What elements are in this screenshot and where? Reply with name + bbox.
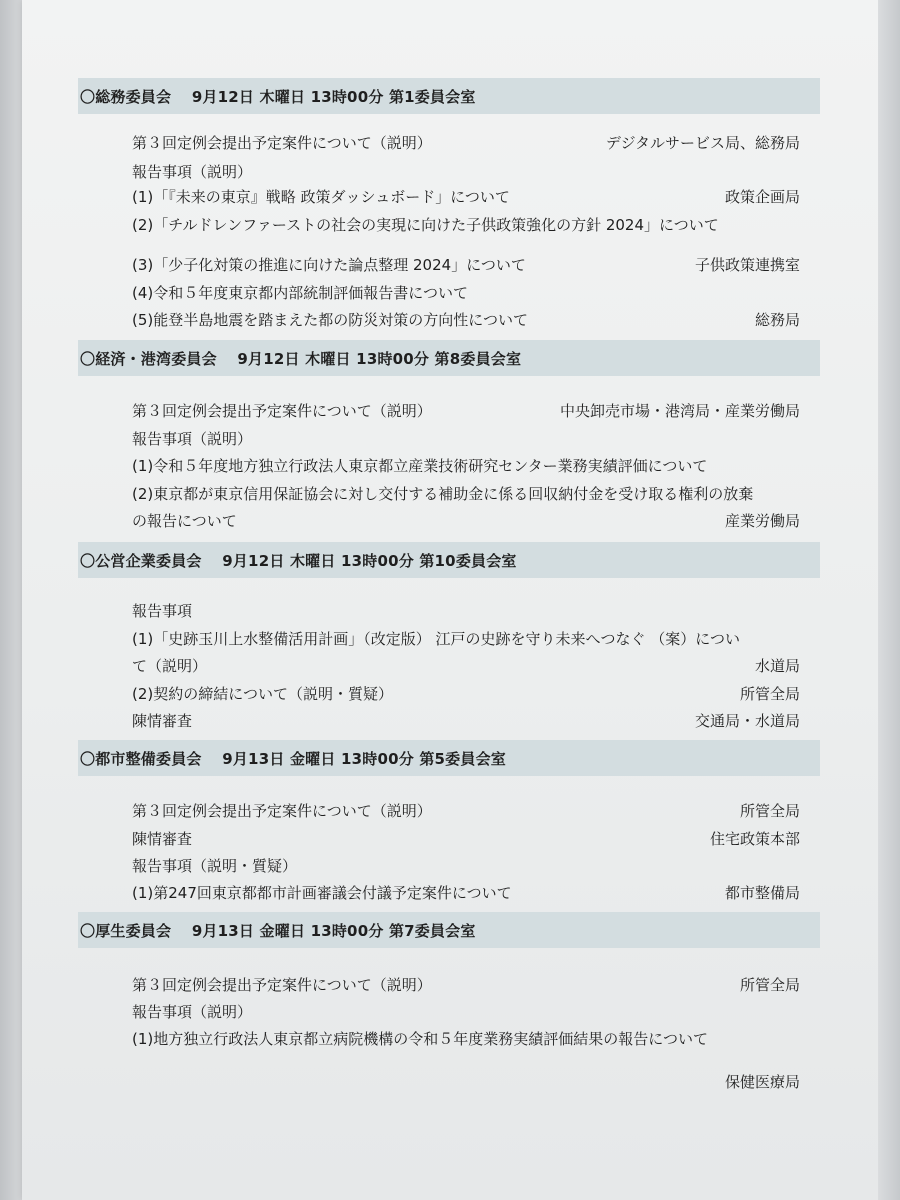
agenda-item: (1)「『未来の東京』戦略 政策ダッシュボード」について [132,187,510,206]
agenda-row [132,853,800,877]
section-title: 〇厚生委員会 9月13日 金曜日 13時00分 第7委員会室 [80,921,476,940]
responsible-bureau: 都市整備局 [724,883,800,902]
section-title: 〇公営企業委員会 9月12日 木曜日 13時00分 第10委員会室 [80,551,517,570]
agenda-item: 陳情審査 [132,829,193,848]
agenda-row [132,426,800,450]
responsible-bureau: 総務局 [754,310,800,329]
agenda-row [132,508,800,532]
agenda-row [132,972,800,996]
agenda-item: 陳情審査 [132,711,193,730]
agenda-row [132,880,800,904]
agenda-row [132,398,800,422]
agenda-row [132,280,800,304]
section-header-koei-kigyo [78,542,820,578]
responsible-bureau: 所管全局 [739,975,800,994]
agenda-item: 報告事項（説明・質疑） [132,856,298,875]
agenda-row [132,481,800,505]
agenda-row [132,159,800,183]
agenda-item: (2)契約の締結について（説明・質疑） [132,684,393,703]
agenda-row [132,1026,800,1050]
responsible-bureau: 水道局 [754,656,800,675]
agenda-row [132,453,800,477]
agenda-row [132,130,800,154]
agenda-item: の報告について [132,511,237,530]
agenda-item: 第３回定例会提出予定案件について（説明） [132,133,432,152]
responsible-bureau: 所管全局 [739,684,800,703]
agenda-item: (2)「チルドレンファーストの社会の実現に向けた子供政策強化の方針 2024」について [132,215,719,234]
responsible-bureau: 産業労働局 [724,511,800,530]
agenda-row [132,626,800,650]
section-header-somu [78,78,820,114]
responsible-bureau: 子供政策連携室 [694,255,800,274]
agenda-item: (2)東京都が東京信用保証協会に対し交付する補助金に係る回収納付金を受け取る権利の放棄 [132,484,754,503]
agenda-item: (5)能登半島地震を踏まえた都の防災対策の方向性について [132,310,528,329]
agenda-row [132,212,800,236]
section-title: 〇経済・港湾委員会 9月12日 木曜日 13時00分 第8委員会室 [80,349,522,368]
agenda-row [132,708,800,732]
agenda-item: て（説明） [132,656,208,675]
agenda-row [132,681,800,705]
responsible-bureau: デジタルサービス局、総務局 [605,133,800,152]
responsible-bureau: 保健医療局 [724,1072,800,1091]
section-title: 〇都市整備委員会 9月13日 金曜日 13時00分 第5委員会室 [80,749,506,768]
agenda-row [132,653,800,677]
agenda-row [132,307,800,331]
responsible-bureau: 中央卸売市場・港湾局・産業労働局 [559,401,800,420]
responsible-bureau: 交通局・水道局 [694,711,800,730]
agenda-item: (1)第247回東京都都市計画審議会付議予定案件について [132,883,512,902]
agenda-item: (4)令和５年度東京都内部統制評価報告書について [132,283,468,302]
section-title: 〇総務委員会 9月12日 木曜日 13時00分 第1委員会室 [80,87,476,106]
agenda-item: (1)令和５年度地方独立行政法人東京都立産業技術研究センター業務実績評価について [132,456,708,475]
agenda-row [132,598,800,622]
page-edge-right [878,0,900,1200]
agenda-item: 報告事項（説明） [132,429,253,448]
agenda-row [132,184,800,208]
agenda-row [132,999,800,1023]
agenda-item: 報告事項（説明） [132,162,253,181]
agenda-row [132,252,800,276]
agenda-row [132,798,800,822]
agenda-item: 報告事項 [132,601,193,620]
page-edge-left [0,0,22,1200]
agenda-item: 第３回定例会提出予定案件について（説明） [132,975,432,994]
agenda-row [132,1069,800,1093]
responsible-bureau: 所管全局 [739,801,800,820]
section-header-toshi-seibi [78,740,820,776]
agenda-row [132,826,800,850]
agenda-item: 報告事項（説明） [132,1002,253,1021]
responsible-bureau: 住宅政策本部 [709,829,800,848]
agenda-item: (1)「史跡玉川上水整備活用計画」（改定版） 江戸の史跡を守り未来へつなぐ （案）につい [132,629,740,648]
agenda-item: 第３回定例会提出予定案件について（説明） [132,401,432,420]
agenda-item: (1)地方独立行政法人東京都立病院機構の令和５年度業務実績評価結果の報告について [132,1029,708,1048]
section-header-keizai-kowan [78,340,820,376]
agenda-item: (3)「少子化対策の推進に向けた論点整理 2024」について [132,255,526,274]
agenda-item: 第３回定例会提出予定案件について（説明） [132,801,432,820]
section-header-kosei [78,912,820,948]
responsible-bureau: 政策企画局 [724,187,800,206]
